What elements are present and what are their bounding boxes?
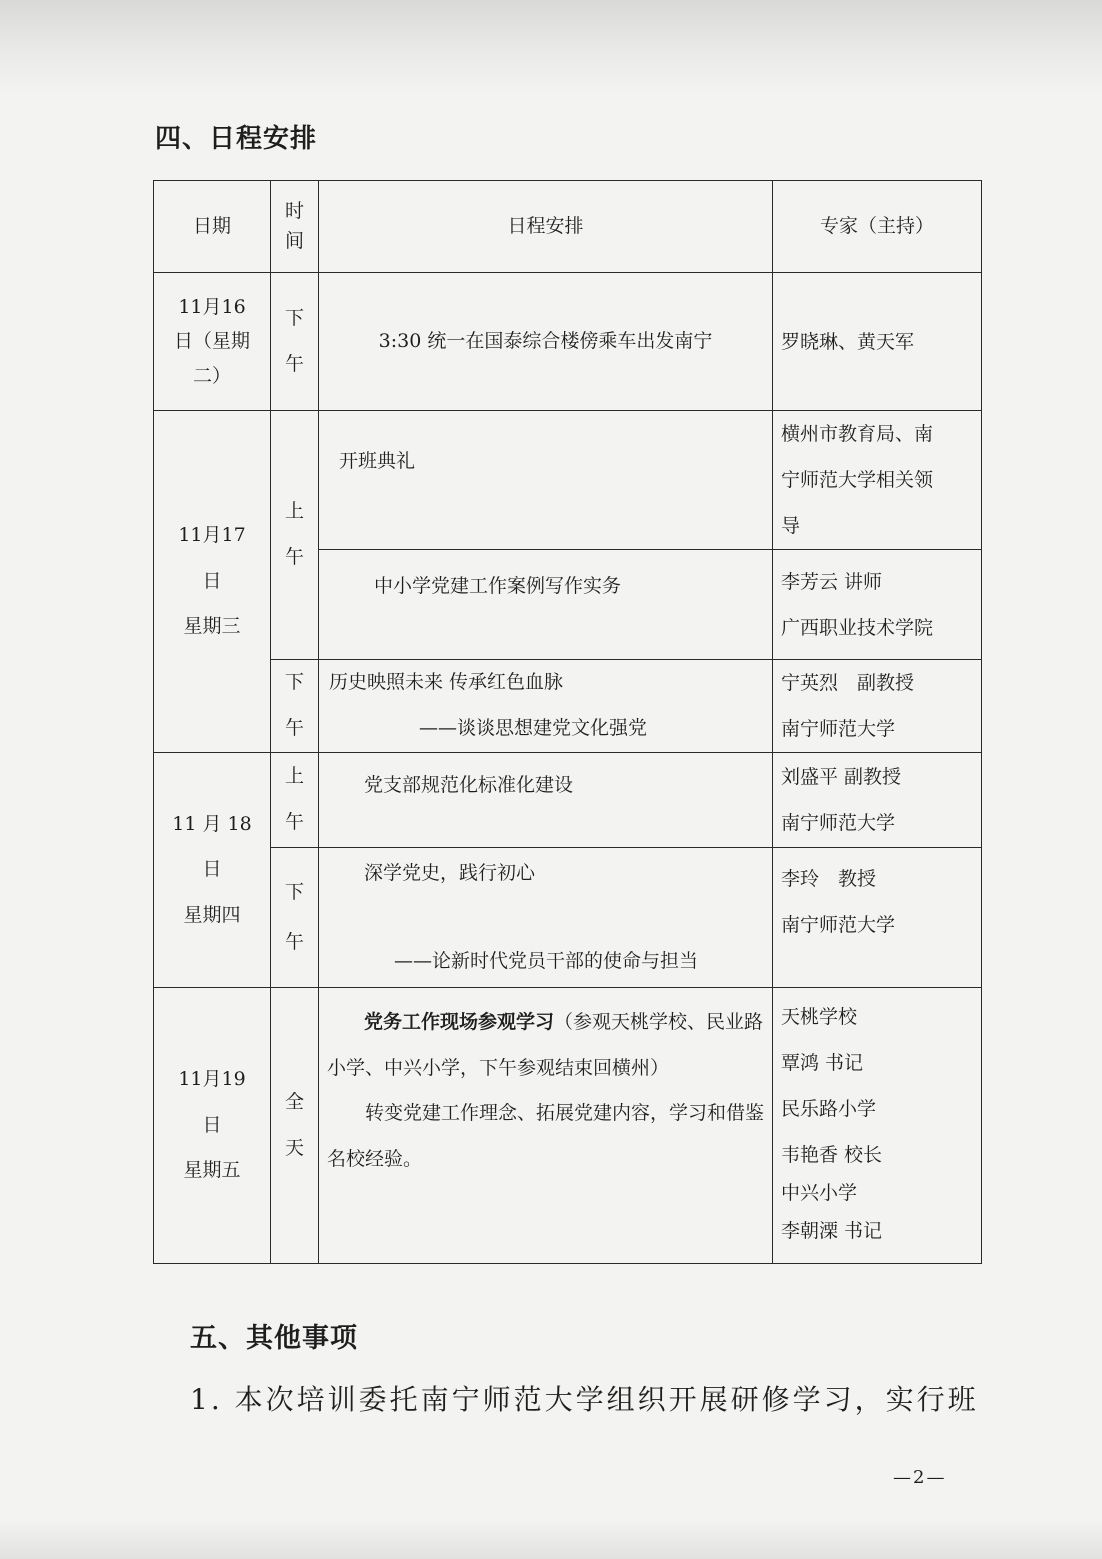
section-4-title: 四、日程安排: [155, 124, 318, 154]
table-row: [154, 848, 982, 988]
scan-shadow-bottom: [0, 1519, 1102, 1559]
time-cell: 全 天: [271, 988, 319, 1264]
time-cell: 下 午: [271, 273, 319, 411]
table-row: [154, 273, 982, 411]
table-row: [154, 411, 982, 550]
table-row: [154, 988, 982, 1264]
page-number: —2—: [893, 1467, 947, 1488]
date-cell: 11月17 日 星期三: [154, 411, 271, 753]
date-cell: 11月19 日 星期五: [154, 988, 271, 1264]
time-cell: 上 午: [271, 411, 319, 660]
schedule-cell: 3:30 统一在国泰综合楼傍乘车出发南宁: [319, 273, 773, 411]
header-time: 时 间: [271, 181, 319, 273]
time-cell: 下 午: [271, 848, 319, 988]
expert-cell: 罗晓琳、黄天军: [773, 273, 982, 411]
schedule-cell: 党务工作现场参观学习（参观天桃学校、民业路小学、中兴小学，下午参观结束回横州） 转变党建工作理念、拓展党建内容，学习和借鉴名校经验。: [319, 988, 773, 1264]
date-cell: 11月16 日（星期 二）: [154, 273, 271, 411]
schedule-cell: 历史映照未来 传承红色血脉 ——谈谈思想建党文化强党: [319, 660, 773, 753]
schedule-cell: 深学党史，践行初心 ——论新时代党员干部的使命与担当: [319, 848, 773, 988]
date-cell: 11 月 18 日 星期四: [154, 753, 271, 988]
expert-cell: 李芳云 讲师 广西职业技术学院: [773, 550, 982, 660]
expert-cell: 天桃学校 覃鸿 书记 民乐路小学 韦艳香 校长 中兴小学 李朝溧 书记: [773, 988, 982, 1264]
scan-shadow-top: [0, 0, 1102, 95]
schedule-cell: 党支部规范化标准化建设: [319, 753, 773, 848]
time-cell: 下 午: [271, 660, 319, 753]
schedule-cell: 开班典礼: [319, 411, 773, 550]
header-expert: 专家（主持）: [773, 181, 982, 273]
time-cell: 上 午: [271, 753, 319, 848]
table-row: [154, 660, 982, 753]
expert-cell: 宁英烈 副教授 南宁师范大学: [773, 660, 982, 753]
section-5-title: 五、其他事项: [190, 1323, 358, 1354]
expert-cell: 刘盛平 副教授 南宁师范大学: [773, 753, 982, 848]
schedule-cell: 中小学党建工作案例写作实务: [319, 550, 773, 660]
table-header-row: [154, 181, 982, 273]
body-paragraph: 1. 本次培训委托南宁师范大学组织开展研修学习，实行班: [190, 1383, 979, 1416]
header-schedule: 日程安排: [319, 181, 773, 273]
table-row: [154, 753, 982, 848]
expert-cell: 横州市教育局、南 宁师范大学相关领 导: [773, 411, 982, 550]
header-date: 日期: [154, 181, 271, 273]
expert-cell: 李玲 教授 南宁师范大学: [773, 848, 982, 988]
schedule-table: [153, 180, 982, 1264]
